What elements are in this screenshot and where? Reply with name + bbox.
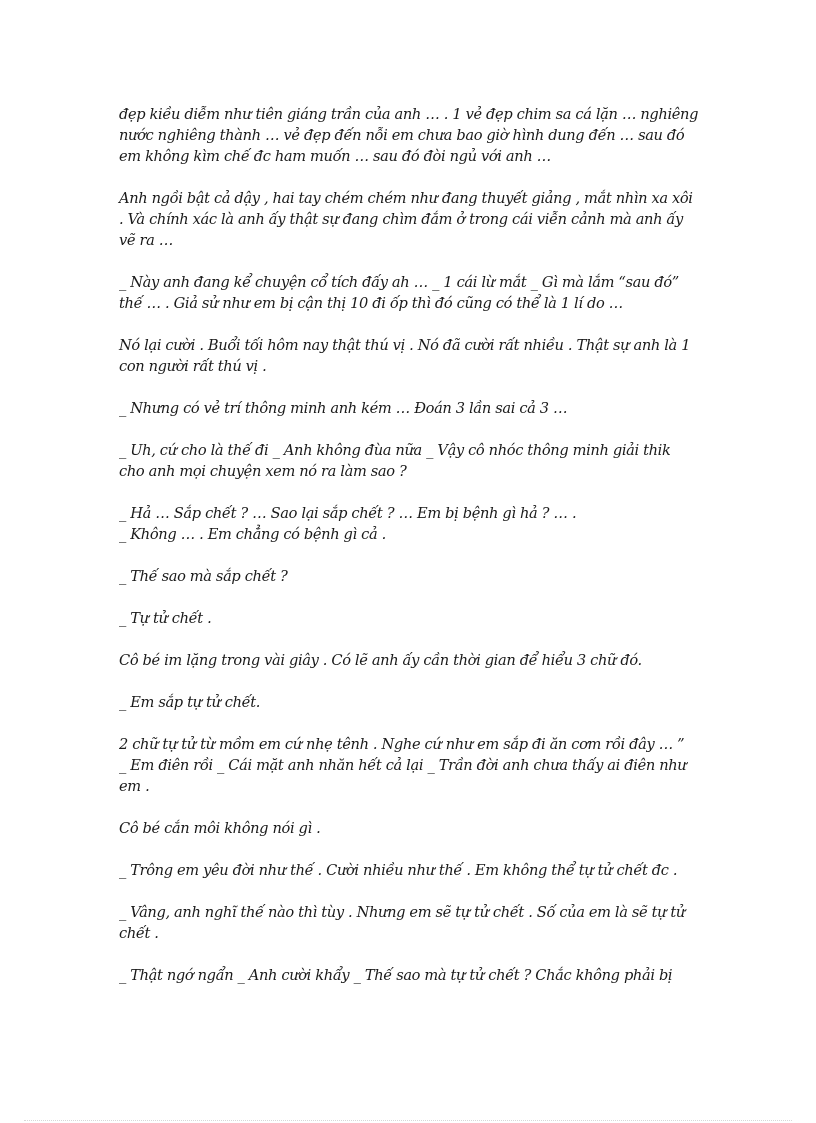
paragraph: _ Không … . Em chẳng có bệnh gì cả . (119, 526, 386, 543)
paragraph: _ Nhưng có vẻ trí thông minh anh kém … Đoán 3 lần sai cả 3 … (119, 400, 568, 417)
paragraph: _ Thế sao mà sắp chết ? (119, 568, 288, 585)
paragraph: _ Hả … Sắp chết ? … Sao lại sắp chết ? … Em bị bệnh gì hả ? … . (119, 505, 577, 522)
paragraph: _ Này anh đang kể chuyện cổ tích đấy ah … _ 1 cái lừ mắt _ Gì mà lắm “sau đó” thế … . Giả sử như em bị cận thị 10 đi ốp thì đó cũng có thể là 1 lí do … (119, 274, 679, 312)
paragraph: _ Uh, cứ cho là thế đi _ Anh không đùa nữa _ Vậy cô nhóc thông minh giải thik cho anh mọi chuyện xem nó ra làm sao ? (119, 442, 671, 480)
paragraph: _ Em điên rồi _ Cái mặt anh nhăn hết cả lại _ Trần đời anh chưa thấy ai điên như em . (119, 757, 687, 795)
paragraph: _ Trông em yêu đời như thế . Cười nhiều như thế . Em không thể tự tử chết đc . (119, 862, 678, 879)
document-body (119, 104, 699, 1007)
paragraph: Cô bé cắn môi không nói gì . (119, 820, 321, 837)
paragraph: _ Em sắp tự tử chết. (119, 694, 261, 711)
paragraph: 2 chữ tự tử từ mồm em cứ nhẹ tênh . Nghe cứ như em sắp đi ăn cơm rồi đây … ” (119, 736, 685, 753)
paragraph: Cô bé im lặng trong vài giây . Có lẽ anh ấy cần thời gian để hiểu 3 chữ đó. (119, 652, 642, 669)
paragraph: _ Vâng, anh nghĩ thế nào thì tùy . Nhưng em sẽ tự tử chết . Số của em là sẽ tự tử chết . (119, 904, 685, 942)
paragraph: Anh ngồi bật cả dậy , hai tay chém chém như đang thuyết giảng , mắt nhìn xa xôi . Và chính xác là anh ấy thật sự đang chìm đắm ở trong cái viễn cảnh mà anh ấy vẽ ra … (119, 190, 693, 249)
paragraph: Nó lại cười . Buổi tối hôm nay thật thú vị . Nó đã cười rất nhiều . Thật sự anh là 1 con người rất thú vị . (119, 337, 691, 375)
paragraph: _ Thật ngớ ngẩn _ Anh cười khẩy _ Thế sao mà tự tử chết ? Chắc không phải bị (119, 967, 673, 984)
page-bottom-divider (24, 1120, 792, 1121)
paragraph: _ Tự tử chết . (119, 610, 212, 627)
paragraph: đẹp kiều diễm như tiên giáng trần của anh … . 1 vẻ đẹp chim sa cá lặn … nghiêng nước nghiêng thành … vẻ đẹp đến nỗi em chưa bao giờ hình dung đến … sau đó em không kìm chế đc ham muốn … sau đó đòi ngủ với anh … (119, 106, 699, 165)
